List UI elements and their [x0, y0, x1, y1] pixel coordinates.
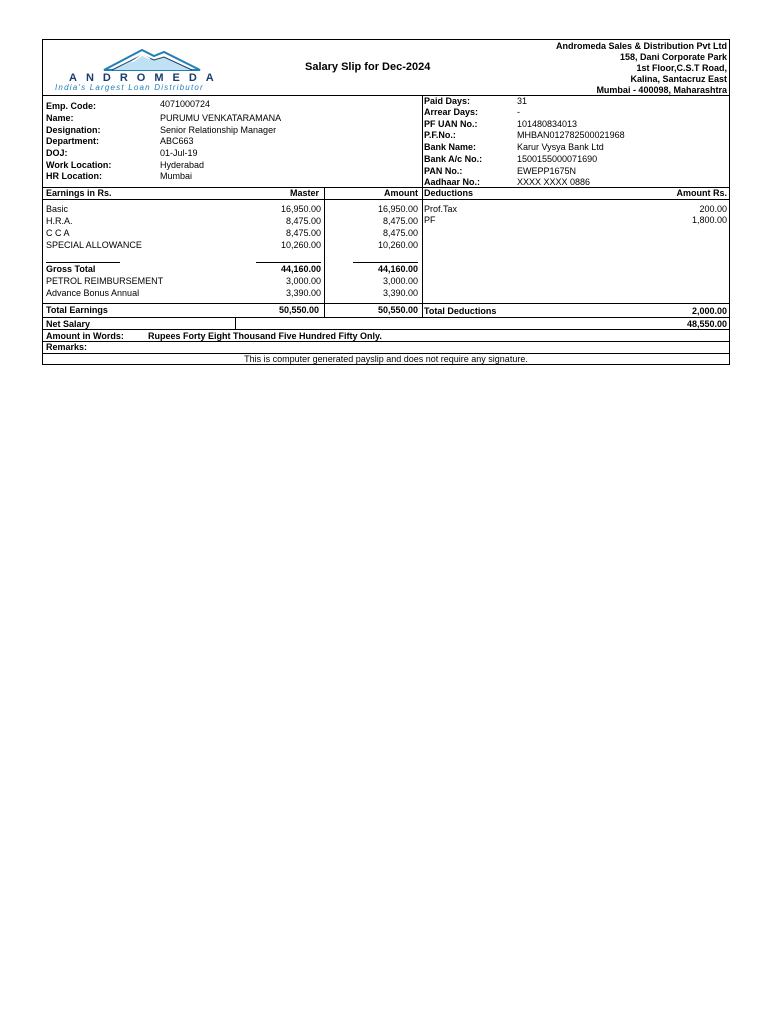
earning-row-master: 3,390.00: [285, 288, 321, 298]
hr-location-label: HR Location:: [46, 171, 102, 181]
emp-code-label: Emp. Code:: [46, 101, 97, 111]
earning-row-amount: 8,475.00: [382, 228, 418, 238]
earning-row-amount: 10,260.00: [377, 240, 418, 250]
earning-row-label: Basic: [46, 204, 69, 214]
pf-uan-value: 101480834013: [517, 119, 578, 129]
pf-uan-label: PF UAN No.:: [424, 119, 478, 129]
aadhaar-label: Aadhaar No.:: [424, 177, 481, 187]
amount-in-words-value: Rupees Forty Eight Thousand Five Hundred Fifty Only.: [148, 331, 382, 341]
arrear-days-label: Arrear Days:: [424, 107, 479, 117]
earning-row-label: Advance Bonus Annual: [46, 288, 140, 298]
earning-row-master: 16,950.00: [280, 204, 321, 214]
earning-row-label: C C A: [46, 228, 70, 238]
emp-code-value: 4071000724: [160, 99, 211, 109]
deductions-header: Deductions: [424, 188, 474, 198]
gross-total-master: 44,160.00: [280, 264, 321, 274]
earning-row-label: H.R.A.: [46, 216, 73, 226]
net-salary-value: 48,550.00: [686, 319, 727, 329]
pf-no-value: MHBAN012782500021968: [517, 130, 625, 140]
work-location-value: Hyderabad: [160, 160, 205, 170]
gross-total-amount: 44,160.00: [377, 264, 418, 274]
designation-label: Designation:: [46, 125, 101, 135]
earning-row-amount: 8,475.00: [382, 216, 418, 226]
master-header: Master: [289, 188, 319, 198]
bank-account-value: 1500155000071690: [517, 154, 598, 164]
name-value: PURUMU VENKATARAMANA: [160, 113, 282, 123]
aadhaar-value: XXXX XXXX 0886: [517, 177, 591, 187]
company-logo: [47, 44, 267, 94]
earning-row-amount: 3,390.00: [382, 288, 418, 298]
address-line: 158, Dani Corporate Park: [619, 52, 727, 62]
department-label: Department:: [46, 136, 100, 146]
logo-wordmark: ANDROMEDA: [69, 72, 223, 84]
designation-value: Senior Relationship Manager: [160, 125, 277, 135]
deduction-row-amount: 200.00: [699, 204, 727, 214]
earning-row-label: SPECIAL ALLOWANCE: [46, 240, 142, 250]
bank-name-label: Bank Name:: [424, 142, 477, 152]
earning-row-master: 3,000.00: [285, 276, 321, 286]
pf-no-label: P.F.No.:: [424, 130, 456, 140]
earning-row-master: 8,475.00: [285, 216, 321, 226]
paid-days-label: Paid Days:: [424, 96, 471, 106]
bank-name-value: Karur Vysya Bank Ltd: [517, 142, 604, 152]
earnings-header: Earnings in Rs.: [46, 188, 112, 198]
remarks-label: Remarks:: [46, 342, 88, 352]
deduction-row-amount: 1,800.00: [691, 215, 727, 225]
arrear-days-value: -: [517, 107, 520, 117]
doj-label: DOJ:: [46, 148, 68, 158]
bank-account-label: Bank A/c No.:: [424, 154, 483, 164]
logo-tagline: India's Largest Loan Distributor: [55, 83, 204, 92]
address-line: 1st Floor,C.S.T Road,: [636, 63, 727, 73]
page-title: Salary Slip for Dec-2024: [305, 61, 431, 73]
doj-value: 01-Jul-19: [160, 148, 198, 158]
deductions-amount-header: Amount Rs.: [676, 188, 727, 198]
deduction-row-label: PF: [424, 215, 436, 225]
earning-row-amount: 16,950.00: [377, 204, 418, 214]
gross-total-label: Gross Total: [46, 264, 96, 274]
company-address: [556, 41, 727, 96]
earning-row-master: 10,260.00: [280, 240, 321, 250]
work-location-label: Work Location:: [46, 160, 112, 170]
earning-row-label: PETROL REIMBURSEMENT: [46, 276, 164, 286]
mountain-logo-icon: [102, 46, 202, 72]
company-name: Andromeda Sales & Distribution Pvt Ltd: [555, 41, 727, 51]
deduction-row-label: Prof.Tax: [424, 204, 458, 214]
total-earnings-label: Total Earnings: [46, 305, 108, 315]
hr-location-value: Mumbai: [160, 171, 193, 181]
salary-slip: [42, 39, 730, 365]
pan-label: PAN No.:: [424, 166, 463, 176]
total-deductions-label: Total Deductions: [424, 306, 497, 316]
amount-in-words-label: Amount in Words:: [46, 331, 124, 341]
address-line: Kalina, Santacruz East: [630, 74, 727, 84]
earning-row-amount: 3,000.00: [382, 276, 418, 286]
amount-header: Amount: [384, 188, 418, 198]
total-earnings-amount: 50,550.00: [377, 305, 418, 315]
net-salary-label: Net Salary: [46, 319, 91, 329]
department-value: ABC663: [160, 136, 194, 146]
earning-row-master: 8,475.00: [285, 228, 321, 238]
footer-note: This is computer generated payslip and does not require any signature.: [244, 354, 528, 364]
name-label: Name:: [46, 113, 74, 123]
pan-value: EWEPP1675N: [517, 166, 577, 176]
total-earnings-master: 50,550.00: [278, 305, 319, 315]
paid-days-value: 31: [517, 96, 528, 106]
address-line: Mumbai - 400098, Maharashtra: [596, 85, 727, 95]
total-deductions-amount: 2,000.00: [691, 306, 727, 316]
